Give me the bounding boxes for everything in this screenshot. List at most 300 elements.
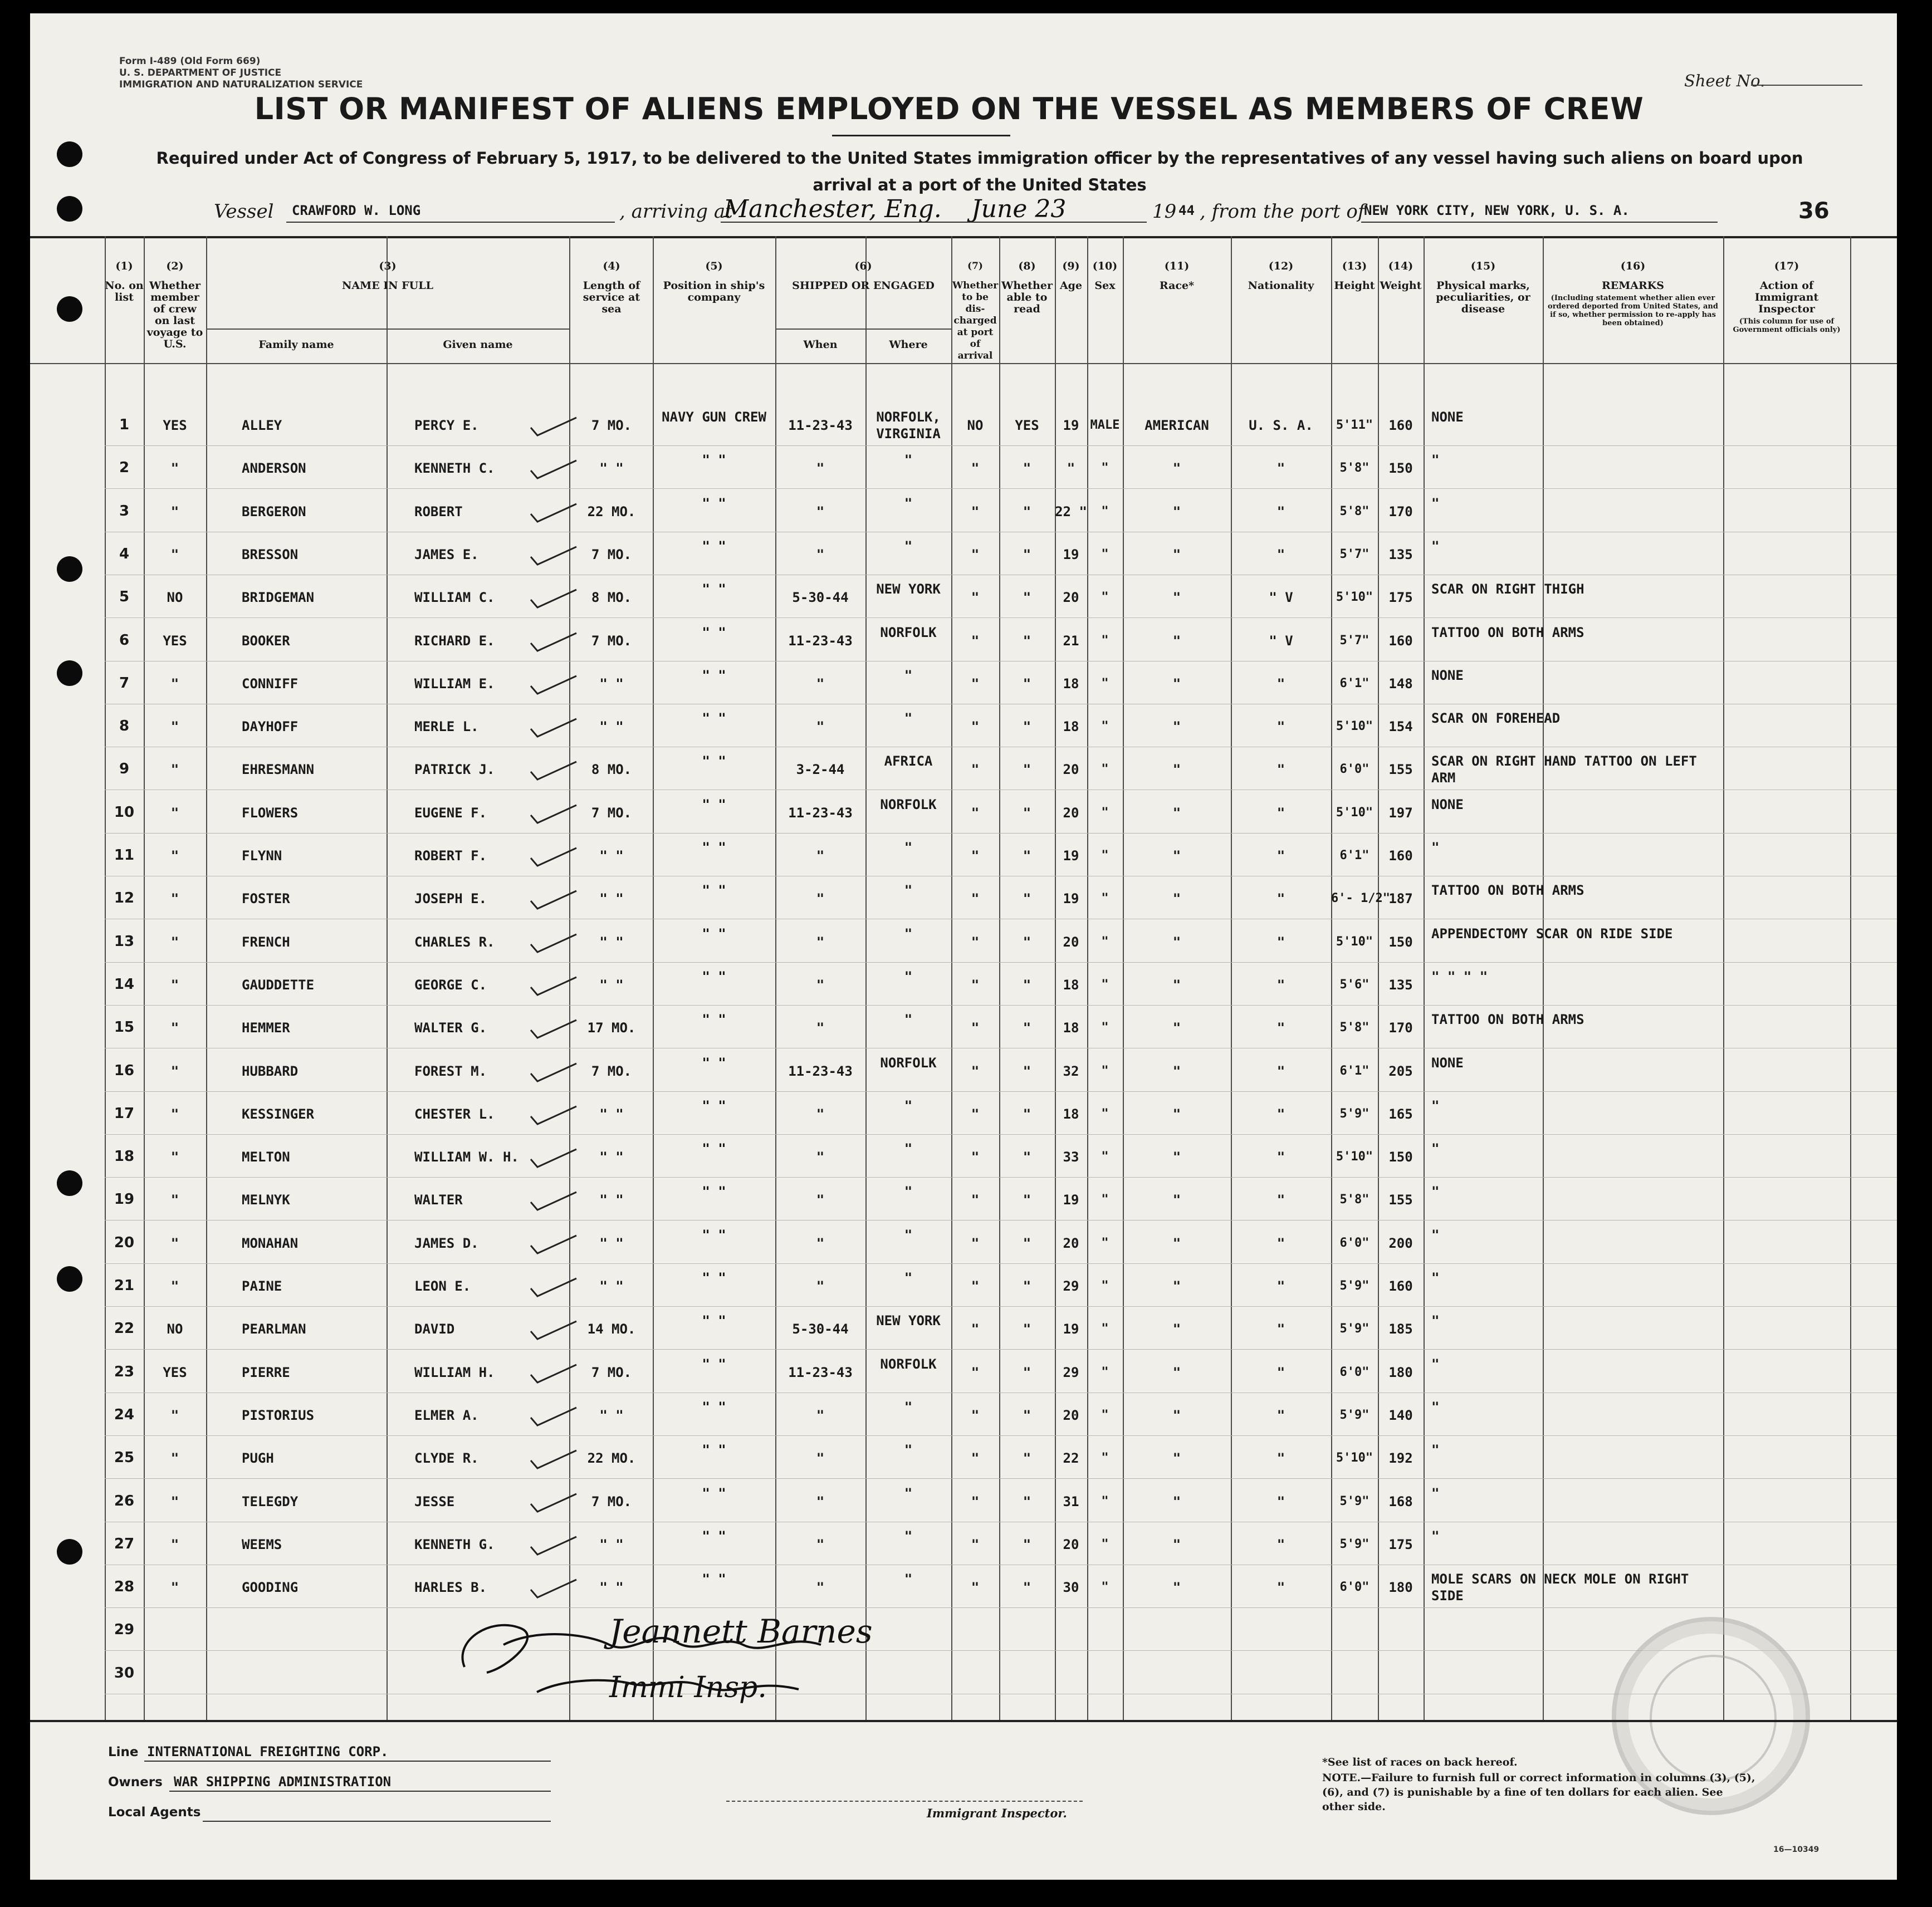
cell-height: 5'7" [1339, 547, 1369, 561]
cell-nationality: " [1276, 1192, 1285, 1208]
cell-prev-voyage: " [170, 977, 179, 993]
sheet-no-label: Sheet No. [1684, 71, 1765, 90]
cell-discharged: " [971, 1493, 980, 1509]
cell-where: NEW YORK [876, 1313, 941, 1329]
cell-position: " " [702, 1184, 726, 1200]
cell-weight: 205 [1388, 1063, 1413, 1079]
cell-physical-marks: " [1431, 1399, 1440, 1415]
cell-prev-voyage: YES [163, 418, 187, 433]
cell-where: " [904, 968, 913, 984]
cell-position: " " [702, 1442, 726, 1458]
cell-age: 19 [1063, 891, 1079, 907]
cell-weight: 175 [1388, 1536, 1413, 1552]
cell-discharged: " [971, 1407, 980, 1423]
cell-nationality: " V [1269, 590, 1293, 606]
cell-sex: " [1101, 977, 1109, 992]
cell-race: " [1172, 675, 1181, 692]
cell-weight: 148 [1388, 675, 1413, 692]
owners-underline [169, 1791, 551, 1792]
cell-race: " [1172, 1450, 1181, 1467]
cell-weight: 135 [1388, 546, 1413, 562]
vessel-label: Vessel [214, 200, 274, 223]
cell-given-name: ELMER A. [414, 1407, 479, 1423]
sheet-no-field[interactable] [1751, 85, 1862, 86]
cell-age: 19 [1063, 1192, 1079, 1208]
cell-position: " " [702, 840, 726, 855]
cell-weight: 180 [1388, 1364, 1413, 1380]
cell-position: " " [702, 753, 726, 769]
cell-discharged: NO [967, 418, 984, 433]
cell-where: " [904, 1227, 913, 1243]
cell-family-name: BRESSON [242, 546, 299, 562]
cell-read: " [1023, 1278, 1031, 1294]
cell-discharged: " [971, 1192, 980, 1208]
cell-discharged: " [971, 891, 980, 907]
cell-position: " " [702, 925, 726, 942]
cell-nationality: U. S. A. [1249, 418, 1313, 433]
col-head-position [656, 261, 772, 303]
cell-age: 20 [1063, 934, 1079, 950]
cell-height: 6'0" [1339, 762, 1369, 777]
cell-prev-voyage: " [170, 1235, 179, 1251]
cell-sex: " [1101, 762, 1109, 777]
line-value[interactable]: INTERNATIONAL FREIGHTING CORP. [147, 1744, 389, 1759]
cell-sex: " [1101, 719, 1109, 734]
arrival-date[interactable]: June 23 [971, 195, 1067, 223]
cell-family-name: EHRESMANN [242, 762, 315, 778]
col-head-no [105, 261, 144, 303]
cell-prev-voyage: YES [163, 1364, 187, 1380]
cell-prev-voyage: NO [167, 1321, 183, 1337]
vessel-name[interactable]: CRAWFORD W. LONG [292, 203, 421, 218]
cell-row-number: 29 [114, 1621, 135, 1639]
cell-age: 22 " [1055, 503, 1087, 519]
cell-age: 32 [1063, 1063, 1079, 1079]
cell-service: " " [599, 848, 624, 864]
cell-height: 5'10" [1336, 934, 1373, 949]
col-head-name [206, 261, 569, 292]
cell-when: 11-23-43 [788, 1364, 853, 1380]
col-label: Weight [1380, 280, 1422, 292]
cell-age: " [1067, 460, 1075, 477]
cell-sex: " [1101, 934, 1109, 949]
cell-race: " [1172, 1235, 1181, 1251]
page-subtitle: Required under Act of Congress of February 5, 1917, to be delivered to the United States immigration officer by the representatives of any vessel having such aliens on board upon arrival at a port of the United States [156, 149, 1803, 194]
table-row [30, 922, 1897, 965]
cell-read: " [1023, 1450, 1031, 1467]
shipped-subheader-rule [775, 329, 951, 330]
cell-row-number: 23 [114, 1363, 135, 1380]
cell-discharged: " [971, 848, 980, 864]
from-port-label: , from the port of [1200, 200, 1365, 223]
cell-position: " " [702, 538, 726, 554]
cell-position: " " [702, 1571, 726, 1587]
cell-where: NEW YORK [876, 581, 941, 597]
cell-service: " " [599, 1580, 624, 1596]
cell-when: " [816, 1192, 825, 1208]
cell-prev-voyage: " [170, 1106, 179, 1122]
cell-age: 19 [1063, 848, 1079, 864]
cell-where: " [904, 1141, 913, 1157]
cell-service: " " [599, 1235, 624, 1251]
cell-discharged: " [971, 1149, 980, 1165]
cell-read: " [1023, 719, 1031, 735]
cell-sex: " [1101, 633, 1109, 648]
col-number: (11) [1164, 260, 1190, 272]
cell-physical-marks: TATTOO ON BOTH ARMS [1431, 624, 1584, 640]
table-row [30, 1266, 1897, 1309]
cell-nationality: " [1276, 1536, 1285, 1552]
cell-read: " [1023, 1149, 1031, 1165]
cell-when: " [816, 675, 825, 692]
cell-read: " [1023, 1063, 1031, 1079]
cell-service: " " [599, 1536, 624, 1552]
col-head-given-name: Given name [443, 339, 513, 351]
cell-physical-marks: " [1431, 1442, 1440, 1458]
cell-where: " [904, 667, 913, 683]
cell-height: 5'11" [1336, 418, 1373, 432]
cell-weight: 160 [1388, 418, 1413, 433]
col-number: (1) [115, 260, 133, 272]
cell-position: " " [702, 1227, 726, 1243]
table-row [30, 448, 1897, 491]
cell-family-name: MONAHAN [242, 1235, 299, 1251]
cell-service: 22 MO. [587, 503, 636, 519]
cell-read: " [1023, 1321, 1031, 1337]
row-rule [105, 1263, 1897, 1264]
cell-family-name: BOOKER [242, 633, 290, 649]
cell-row-number: 14 [114, 975, 135, 993]
cell-where: " [904, 1571, 913, 1587]
cell-weight: 155 [1388, 762, 1413, 778]
cell-read: " [1023, 977, 1031, 993]
cell-family-name: PAINE [242, 1278, 282, 1294]
cell-prev-voyage: " [170, 1493, 179, 1509]
cell-given-name: JOSEPH E. [414, 891, 487, 907]
form-code: 16—10349 [1773, 1845, 1819, 1854]
cell-height: 5'9" [1339, 1322, 1369, 1336]
cell-height: 5'10" [1336, 1150, 1373, 1164]
cell-race: " [1172, 633, 1181, 649]
cell-discharged: " [971, 1580, 980, 1596]
cell-when: 3-2-44 [796, 762, 845, 778]
cell-prev-voyage: " [170, 1020, 179, 1036]
table-row [30, 707, 1897, 749]
cell-row-number: 9 [119, 761, 130, 778]
cell-physical-marks: " [1431, 1227, 1440, 1243]
cell-height: 6'1" [1339, 849, 1369, 862]
cell-sex: " [1101, 1408, 1109, 1422]
punch-hole [57, 196, 82, 222]
cell-when: " [816, 1407, 825, 1423]
cell-given-name: JAMES E. [414, 546, 479, 562]
cell-when: " [816, 848, 825, 864]
cell-row-number: 15 [114, 1019, 135, 1036]
cell-sex: " [1101, 504, 1109, 518]
cell-nationality: " [1276, 762, 1285, 778]
cell-family-name: HUBBARD [242, 1063, 299, 1079]
cell-where: " [904, 495, 913, 511]
cell-given-name: MERLE L. [414, 719, 479, 735]
cell-sex: " [1101, 1021, 1109, 1035]
cell-race: " [1172, 503, 1181, 519]
col-head-when: When [803, 339, 838, 351]
cell-read: " [1023, 1407, 1031, 1423]
cell-read: " [1023, 590, 1031, 606]
table-row [30, 577, 1897, 620]
arriving-at[interactable]: Manchester, Eng. [723, 195, 942, 223]
cell-prev-voyage: " [170, 546, 179, 562]
cell-discharged: " [971, 1020, 980, 1036]
form-number: Form I-489 (Old Form 669) [119, 56, 261, 67]
table-row [30, 492, 1897, 535]
cell-row-number: 6 [119, 631, 130, 649]
cell-weight: 180 [1388, 1580, 1413, 1596]
row-rule [105, 617, 1897, 618]
cell-discharged: " [971, 633, 980, 649]
col-head-family-name: Family name [258, 339, 334, 351]
cell-discharged: " [971, 719, 980, 735]
col-number: (7) [967, 261, 983, 272]
cell-service: 7 MO. [591, 418, 632, 433]
cell-sex: " [1101, 676, 1109, 690]
title-rule [832, 135, 1010, 136]
inspector-signature-line[interactable] [726, 1801, 1083, 1802]
cell-read: " [1023, 1536, 1031, 1552]
cell-sex: " [1101, 1365, 1109, 1379]
col-number: (4) [603, 260, 620, 272]
cell-position: " " [702, 452, 726, 468]
cell-discharged: " [971, 1278, 980, 1294]
cell-physical-marks: NONE [1431, 409, 1464, 425]
cell-read: " [1023, 1020, 1031, 1036]
cell-prev-voyage: " [170, 1192, 179, 1208]
cell-prev-voyage: " [170, 1278, 179, 1294]
cell-weight: 160 [1388, 1278, 1413, 1294]
cell-physical-marks: " [1431, 1141, 1440, 1157]
cell-prev-voyage: " [170, 719, 179, 735]
col-label: Age [1059, 280, 1083, 292]
cell-nationality: " [1276, 805, 1285, 821]
cell-height: 5'9" [1339, 1279, 1369, 1293]
cell-nationality: " [1276, 1580, 1285, 1596]
inspector-label: Immigrant Inspector. [927, 1806, 1067, 1820]
owners-value[interactable]: WAR SHIPPING ADMINISTRATION [174, 1774, 392, 1790]
cell-family-name: MELNYK [242, 1192, 290, 1208]
check-mark-icon [529, 1018, 579, 1040]
table-row [30, 879, 1897, 921]
cell-family-name: PIERRE [242, 1364, 290, 1380]
cell-when: 11-23-43 [788, 418, 853, 433]
cell-service: " " [599, 1192, 624, 1208]
from-port-line [1361, 222, 1718, 223]
cell-nationality: " [1276, 934, 1285, 950]
inspector-signature [442, 1595, 899, 1714]
cell-weight: 160 [1388, 848, 1413, 864]
cell-race: " [1172, 460, 1181, 477]
cell-when: " [816, 503, 825, 519]
col-label: Sex [1094, 280, 1116, 292]
cell-family-name: WEEMS [242, 1536, 282, 1552]
cell-height: 6'0" [1339, 1236, 1369, 1250]
check-mark-icon [529, 415, 579, 438]
cell-sex: " [1101, 891, 1109, 906]
col-head-height [1331, 261, 1378, 292]
cell-when: " [816, 719, 825, 735]
cell-race: " [1172, 1063, 1181, 1079]
cell-nationality: " [1276, 675, 1285, 692]
cell-position: " " [702, 1528, 726, 1544]
cell-service: 7 MO. [591, 1364, 632, 1380]
name-subheader-rule [206, 329, 569, 330]
cell-where: " [904, 1399, 913, 1415]
cell-where: " [904, 1485, 913, 1501]
cell-row-number: 22 [114, 1320, 135, 1337]
row-rule [105, 1091, 1897, 1092]
cell-prev-voyage: " [170, 1407, 179, 1423]
cell-discharged: " [971, 503, 980, 519]
cell-physical-marks: " [1431, 1184, 1440, 1200]
cell-given-name: GEORGE C. [414, 977, 487, 993]
table-row [30, 1137, 1897, 1180]
cell-when: 11-23-43 [788, 805, 853, 821]
cell-nationality: " [1276, 546, 1285, 562]
cell-row-number: 13 [114, 933, 135, 950]
cell-row-number: 18 [114, 1148, 135, 1165]
cell-physical-marks: MOLE SCARS ON NECK MOLE ON RIGHT SIDE [1431, 1571, 1689, 1604]
cell-family-name: PEARLMAN [242, 1321, 306, 1337]
cell-prev-voyage: " [170, 1536, 179, 1552]
cell-height: 5'9" [1339, 1494, 1369, 1508]
cell-weight: 150 [1388, 460, 1413, 477]
col-number: (2) [166, 260, 184, 272]
cell-service: " " [599, 460, 624, 477]
cell-when: 5-30-44 [792, 1321, 849, 1337]
cell-row-number: 1 [119, 416, 130, 433]
cell-race: " [1172, 1278, 1181, 1294]
cell-race: " [1172, 934, 1181, 950]
cell-sex: " [1101, 1451, 1109, 1465]
cell-sex: " [1101, 1063, 1109, 1078]
cell-given-name: ROBERT [414, 503, 463, 519]
cell-where: NORFOLK [880, 624, 937, 640]
cell-sex: " [1101, 1193, 1109, 1207]
cell-family-name: CONNIFF [242, 675, 299, 692]
cell-height: 6'0" [1339, 1580, 1369, 1595]
check-mark-icon [529, 759, 579, 782]
cell-race: " [1172, 1321, 1181, 1337]
cell-race: " [1172, 1580, 1181, 1596]
cell-when: " [816, 1580, 825, 1596]
col-label: NAME IN FULL [342, 280, 433, 292]
row-rule [105, 1134, 1897, 1135]
cell-age: 18 [1063, 675, 1079, 692]
cell-nationality: " [1276, 1063, 1285, 1079]
cell-race: " [1172, 1493, 1181, 1509]
cell-race: " [1172, 1192, 1181, 1208]
table-row [30, 1395, 1897, 1438]
cell-row-number: 7 [119, 674, 130, 692]
col-number: (17) [1774, 260, 1799, 272]
col-head-prev-voyage [146, 261, 204, 350]
col-number: (16) [1620, 260, 1646, 272]
col-label: Race* [1159, 280, 1195, 292]
table-row [30, 405, 1897, 448]
cell-discharged: " [971, 675, 980, 692]
cell-position: " " [702, 1055, 726, 1071]
cell-nationality: " [1276, 977, 1285, 993]
local-agents-underline[interactable] [203, 1821, 551, 1822]
col-head-age [1055, 261, 1087, 292]
cell-discharged: " [971, 1106, 980, 1122]
col-label: Nationality [1248, 280, 1314, 292]
cell-nationality: " [1276, 1149, 1285, 1165]
cell-physical-marks: " [1431, 840, 1440, 855]
cell-prev-voyage: " [170, 460, 179, 477]
cell-service: 14 MO. [587, 1321, 636, 1337]
year-prefix: 19 [1152, 200, 1177, 223]
cell-read: " [1023, 1364, 1031, 1380]
line-underline [144, 1761, 551, 1762]
cell-height: 6'- 1/2" [1331, 891, 1390, 906]
check-mark-icon [529, 889, 579, 911]
races-note: *See list of races on back hereof. [1322, 1756, 1518, 1768]
owners-label: Owners [108, 1775, 163, 1790]
row-rule [105, 1349, 1897, 1350]
row-rule [105, 962, 1897, 963]
col-head-physical-marks [1427, 261, 1539, 315]
check-mark-icon [529, 674, 579, 696]
cell-discharged: " [971, 460, 980, 477]
cell-weight: 185 [1388, 1321, 1413, 1337]
check-mark-icon [529, 587, 579, 610]
cell-race: " [1172, 590, 1181, 606]
cell-race: " [1172, 848, 1181, 864]
line-label: Line [108, 1745, 139, 1759]
from-port[interactable]: NEW YORK CITY, NEW YORK, U. S. A. [1364, 203, 1630, 218]
cell-when: " [816, 1106, 825, 1122]
cell-height: 5'8" [1339, 504, 1369, 518]
cell-height: 5'9" [1339, 1106, 1369, 1121]
cell-prev-voyage: " [170, 848, 179, 864]
cell-where: " [904, 883, 913, 899]
cell-discharged: " [971, 546, 980, 562]
cell-discharged: " [971, 1536, 980, 1552]
check-mark-icon [529, 975, 579, 997]
cell-family-name: ALLEY [242, 418, 282, 433]
cell-row-number: 24 [114, 1406, 135, 1423]
cell-given-name: HARLES B. [414, 1580, 487, 1596]
cell-physical-marks: " [1431, 495, 1440, 511]
cell-nationality: " [1276, 719, 1285, 735]
cell-weight: 150 [1388, 1149, 1413, 1165]
cell-service: 8 MO. [591, 762, 632, 778]
cell-given-name: JAMES D. [414, 1235, 479, 1251]
cell-service: 8 MO. [591, 590, 632, 606]
cell-weight: 170 [1388, 1020, 1413, 1036]
cell-weight: 168 [1388, 1493, 1413, 1509]
cell-read: " [1023, 1235, 1031, 1251]
cell-row-number: 25 [114, 1449, 135, 1467]
table-row [30, 1180, 1897, 1223]
cell-race: " [1172, 1407, 1181, 1423]
cell-read: " [1023, 848, 1031, 864]
cell-position: NAVY GUN CREW [662, 409, 766, 425]
table-row [30, 664, 1897, 707]
year-suffix[interactable]: 44 [1178, 203, 1195, 218]
cell-service: 7 MO. [591, 805, 632, 821]
cell-family-name: GAUDDETTE [242, 977, 315, 993]
